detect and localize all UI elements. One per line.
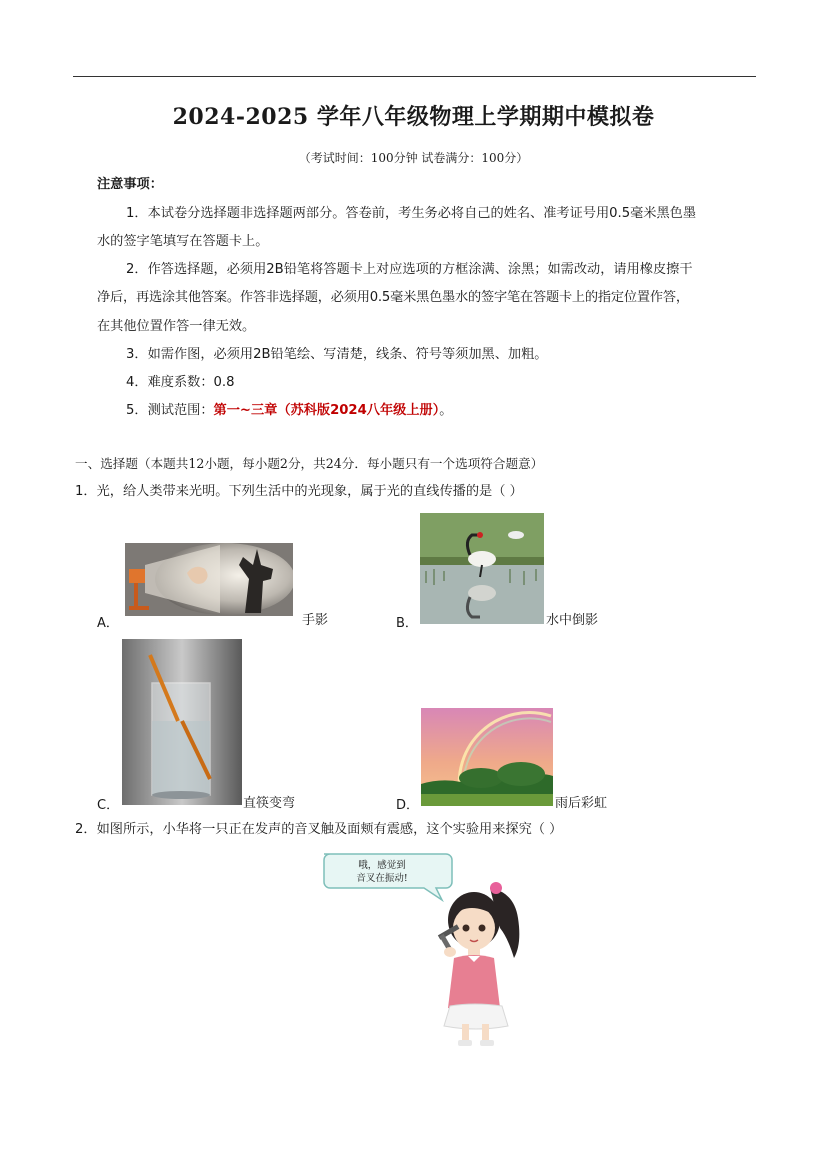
notice-item-5-prefix: 5．测试范围： <box>126 403 214 418</box>
question-1-stem: 1．光，给人类带来光明。下列生活中的光现象，属于光的直线传播的是（ ） <box>75 484 523 499</box>
option-d-label: D． <box>396 798 420 813</box>
notice-item-5-suffix: 。 <box>439 403 453 418</box>
bent-chopstick-image <box>122 639 242 805</box>
notice-item-4: 4．难度系数：0.8 <box>126 375 235 390</box>
water-reflection-image <box>420 513 544 624</box>
hand-shadow-image <box>125 543 293 616</box>
notice-item-3: 3．如需作图，必须用2B铅笔绘、写清楚，线条、符号等须加黑、加粗。 <box>126 347 548 362</box>
test-range: 第一~三章（苏科版2024八年级上册） <box>213 403 440 418</box>
notice-item-1-line-2: 水的签字笔填写在答题卡上。 <box>97 234 269 249</box>
section-heading: 一、选择题（本题共12小题，每小题2分，共24分．每小题只有一个选项符合题意） <box>75 456 544 471</box>
notice-item-2-line-2: 净后，再选涂其他答案。作答非选择题，必须用0.5毫米黑色墨水的签字笔在答题卡上的指定位置作答， <box>97 290 689 305</box>
question-2-stem: 2．如图所示，小华将一只正在发声的音叉触及面颊有震感，这个实验用来探究（ ） <box>75 822 563 837</box>
girl-with-tuning-fork-illustration <box>428 878 524 1048</box>
bubble-line-2: 音叉在振动! <box>356 873 408 884</box>
option-b-label: B． <box>396 616 418 631</box>
rainbow-image <box>421 708 553 806</box>
header-rule <box>73 76 756 77</box>
notice-item-2-line-1: 2．作答选择题，必须用2B铅笔将答题卡上对应选项的方框涂满、涂黑；如需改动，请用橡皮擦干 <box>126 262 693 277</box>
exam-info: （考试时间：100分钟 试卷满分：100分） <box>298 151 529 165</box>
bubble-text <box>318 859 446 885</box>
option-a-label: A． <box>97 616 119 631</box>
notice-item-1-line-1: 1．本试卷分选择题非选择题两部分。答卷前，考生务必将自己的姓名、准考证号用0.5毫米黑色墨 <box>126 206 697 221</box>
bubble-line-1: 哦，感觉到 <box>358 860 406 871</box>
option-c-caption: 直筷变弯 <box>243 796 296 811</box>
option-c-label: C． <box>97 798 120 813</box>
option-a-caption: 手影 <box>302 613 329 628</box>
notice-item-5 <box>126 401 452 421</box>
page-title: 2024-2025 学年八年级物理上学期期中模拟卷 <box>172 104 655 130</box>
notice-heading: 注意事项： <box>97 177 163 192</box>
option-b-caption: 水中倒影 <box>546 613 599 628</box>
option-d-caption: 雨后彩虹 <box>555 796 608 811</box>
notice-item-2-line-3: 在其他位置作答一律无效。 <box>97 319 256 334</box>
